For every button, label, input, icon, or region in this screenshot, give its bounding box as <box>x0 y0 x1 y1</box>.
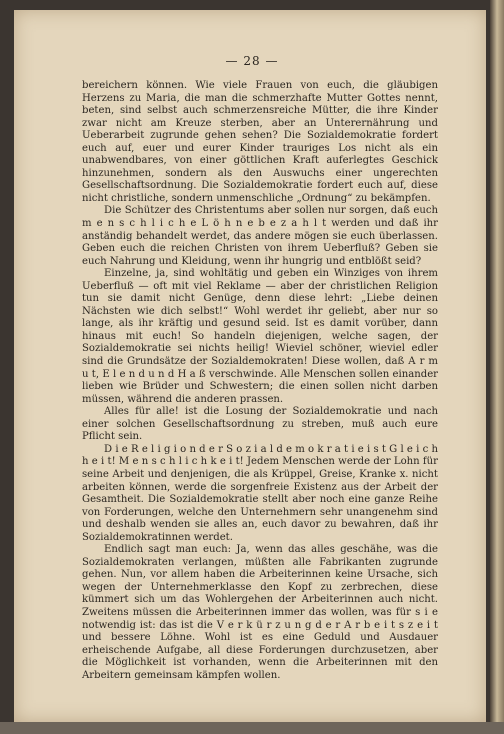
page-gutter <box>490 0 504 734</box>
paragraph-4: Alles für alle! ist die Losung der Sozialdemokratie und nach einer solchen Gesellschaftsordnung zu streben, muß auch eure Pflicht sein. <box>82 406 438 443</box>
paragraph-5: D i e R e l i g i o n d e r S o z i a l d e m o k r a t i e i s t G l e i c h h e i t! M e n s c h l i c h k e i t! Jedem Menschen werde der Lohn für seine Arbeit und denjenigen, die als Krüppel, Greise, Kranke x. nicht arbeiten können, werde die sorgenfreie Existenz aus der Arbeit der Gesamtheit. Die Sozialdemokratie stellt aber noch eine ganze Reihe von Forderungen, welche den Unternehmern sehr unangenehm sind und deshalb wenden sie alles an, euch davor zu bewahren, daß ihr Sozialdemokratinnen werdet. <box>82 443 438 543</box>
paragraph-6: Endlich sagt man euch: Ja, wenn das alles geschähe, was die Sozialdemokraten verlangen, müßten alle Fabrikanten zugrunde gehen. Nun, vor allem haben die Arbeiterinnen keine Ursache, sich wegen der Unternehmerklasse den Kopf zu zerbrechen, diese kümmert sich um das Wohlergehen der Arbeiterinnen auch nicht. Zweitens müssen die Arbeiterinnen immer das wollen, was für s i e notwendig ist: das ist die V e r k ü r z u n g d e r A r b e i t s z e i t und bessere Löhne. Wohl ist es eine Geduld und Ausdauer erheischende Aufgabe, all diese Forderungen durchzusetzen, aber die Möglichkeit ist vorhanden, wenn die Arbeiterinnen mit den Arbeitern gemeinsam kämpfen wollen. <box>82 544 438 681</box>
page-bottom-edge <box>0 722 504 734</box>
paragraph-1: bereichern können. Wie viele Frauen von euch, die gläubigen Herzens zu Maria, die man die schmerzhafte Mutter Gottes nennt, beten, sind selbst auch schmerzensreiche Mütter, die ihre Kinder zwar nicht am Kreuze sterben, aber an Unterernährung und Ueberarbeit zugrunde gehen sehen? Die Sozialdemokratie fordert euch auf, euer und eurer Kinder trauriges Los nicht als ein unabwendbares, von einer göttlichen Kraft auferlegtes Geschick hinzunehmen, sondern als den Auswuchs einer ungerechten Gesellschaftsordnung. Die Sozialdemokratie fordert euch auf, diese nicht christliche, sondern unmenschliche „Ordnung“ zu bekämpfen. <box>82 80 438 204</box>
page-number: — 28 — <box>225 54 279 68</box>
paragraph-3: Einzelne, ja, sind wohltätig und geben ein Winziges von ihrem Ueberfluß — oft mit viel Reklame — aber der christlichen Religion tun sie damit nicht Genüge, denn diese lehrt: „Liebe deinen Nächsten wie dich selbst!“ Wohl werdet ihr geliebt, aber nur so lange, als ihr kräftig und gesund seid. Ist es damit vorüber, dann hinaus mit euch! So handeln diejenigen, welche sagen, der Sozialdemokratie sei nichts heilig! Wieviel schöner, wieviel edler sind die Grundsätze der Sozialdemokraten! Diese wollen, daß A r m u t, E l e n d u n d H a ß verschwinde. Alle Menschen sollen einander lieben wie Brüder und Schwestern; die einen sollen nicht darben müssen, während die anderen prassen. <box>82 268 438 405</box>
paragraph-2: Die Schützer des Christentums aber sollen nur sorgen, daß euch m e n s c h l i c h e L ö h n e b e z a h l t werden und daß ihr anständig behandelt werdet, das andere mögen sie euch überlassen. Geben euch die reichen Christen von ihrem Ueberfluß? Geben sie euch Nahrung und Kleidung, wenn ihr hungrig und entblößt seid? <box>82 205 438 267</box>
body-text <box>82 80 438 682</box>
